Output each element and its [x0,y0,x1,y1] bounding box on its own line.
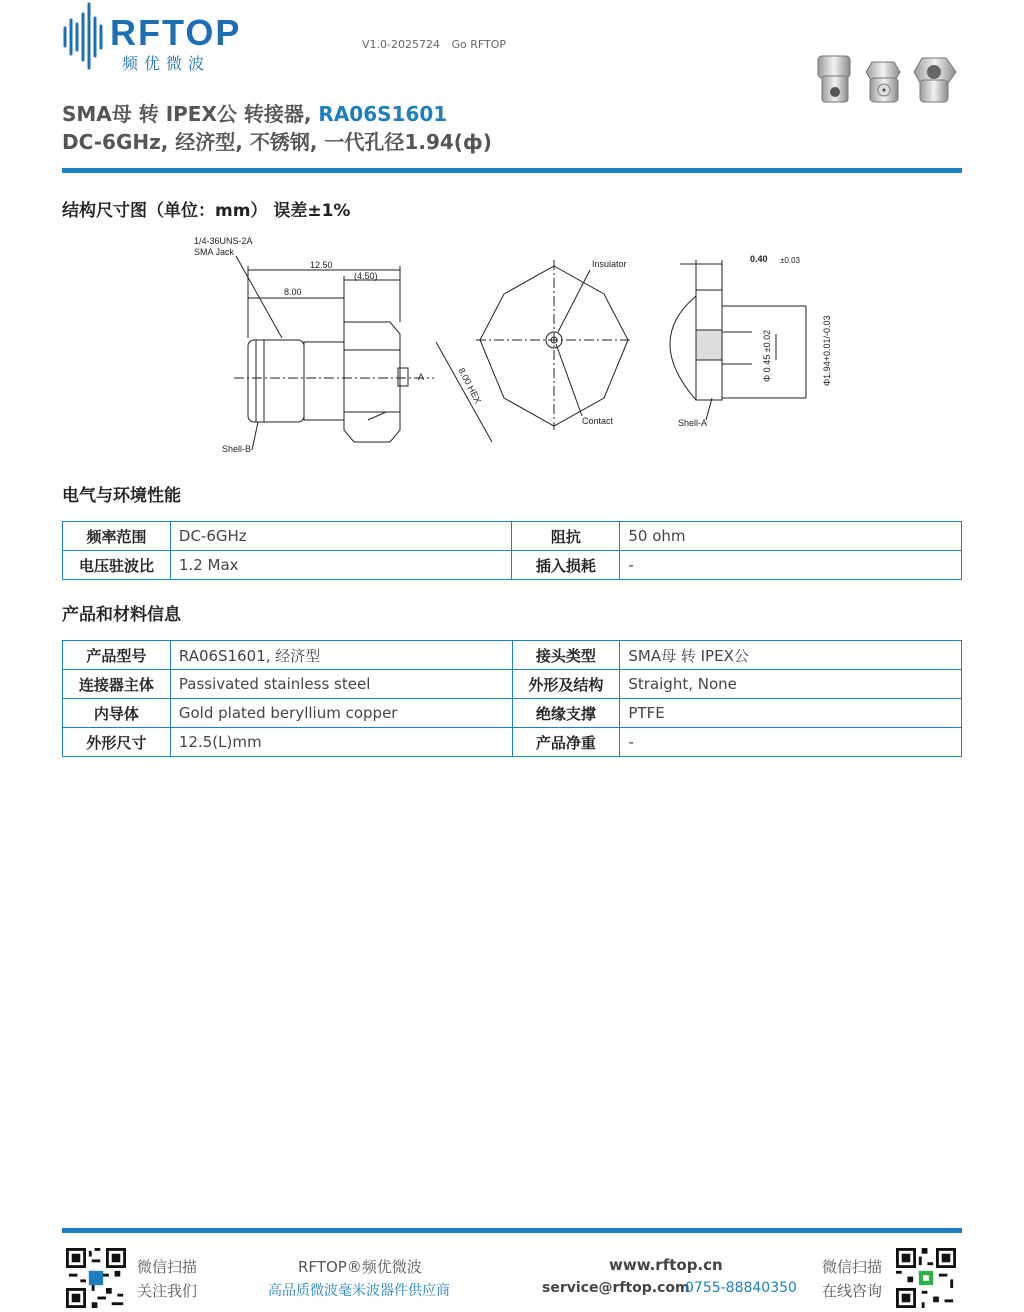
table-value: - [620,728,962,757]
footer-brand: RFTOP®频优微波 [298,1258,422,1276]
table-key: 外形尺寸 [63,728,171,757]
header-divider [62,168,962,173]
shell-b-label: Shell-B [222,444,252,454]
table-key: 电压驻波比 [63,551,171,580]
section-product-title: 产品和材料信息 [62,605,181,625]
table-value: DC-6GHz [170,522,512,551]
table-key: 产品净重 [512,728,620,757]
table-row [63,699,962,728]
section-dimension-title: 结构尺寸图（单位：mm） 误差±1% [62,201,351,221]
logo-brand-cn: 频优微波 [122,54,211,73]
model-number: RA06S1601 [318,102,448,126]
table-value: - [620,551,962,580]
table-value: 1.2 Max [170,551,512,580]
dim-body: 8.00 [284,287,302,297]
table-key: 连接器主体 [63,670,171,699]
footer-phone: 0755-88840350 [685,1280,797,1296]
footer-email-link[interactable]: service@rftop.com [542,1280,690,1296]
footer-scan-line1: 微信扫描 [822,1258,883,1276]
company-name: Go RFTOP [451,38,507,51]
product-photos [810,50,960,112]
footer-divider [62,1228,962,1233]
product-subtitle: DC-6GHz, 经济型, 不锈钢, 一代孔径1.94(ф) [62,130,492,154]
ref-a: A [418,372,425,382]
table-value: Passivated stainless steel [170,670,512,699]
electrical-table [62,521,962,580]
table-value: Gold plated beryllium copper [170,699,512,728]
table-value: Straight, None [620,670,962,699]
footer-wechat-line2: 关注我们 [137,1282,198,1300]
front-view [436,259,632,442]
table-row [63,728,962,757]
shell-a-label: Shell-A [678,418,708,428]
outer-diameter: Φ1.94+0.01/-0.03 [822,315,832,386]
flange-tolerance: ±0.03 [780,256,800,265]
table-key: 产品型号 [63,641,171,670]
rftop-logo [62,0,272,72]
footer-website-link[interactable]: www.rftop.cn [609,1256,723,1274]
version-info [362,38,506,51]
table-row [63,670,962,699]
table-value: RA06S1601, 经济型 [170,641,512,670]
table-key: 阻抗 [512,522,620,551]
detail-view [670,254,832,428]
footer [0,1240,1024,1312]
dim-hex-len: (4.50) [354,271,378,281]
section-electrical-title: 电气与环境性能 [62,486,181,506]
pin-diameter: Φ 0.45 ±0.02 [762,329,772,382]
product-table [62,640,962,757]
dimension-drawing [186,230,836,462]
table-key: 内导体 [63,699,171,728]
connector-photo-3 [914,58,956,102]
qr-code-icon[interactable] [66,1248,126,1308]
dim-total: 12.50 [310,260,333,270]
hex-label: 8.00 HEX [456,366,484,405]
version-number: V1.0-2025724 [362,38,440,51]
table-key: 频率范围 [63,522,171,551]
table-key: 接头类型 [512,641,620,670]
connector-photo-2 [866,62,900,102]
side-view [194,236,434,454]
connector-photo-1 [818,56,850,102]
table-row [63,641,962,670]
product-title [62,98,447,127]
thread-label-2: SMA Jack [194,247,235,257]
logo-brand: RFTOP [110,12,242,53]
table-value: 50 ohm [620,522,962,551]
table-key: 外形及结构 [512,670,620,699]
table-value: SMA母 转 IPEX公 [620,641,962,670]
footer-scan-line2: 在线咨询 [822,1282,883,1300]
table-row [63,522,962,551]
title-prefix: SMA母 转 IPEX公 转接器, [62,102,319,126]
flange-thickness: 0.40 [750,254,768,264]
insulator-label: Insulator [592,259,627,269]
footer-wechat-line1: 微信扫描 [137,1258,198,1276]
contact-label: Contact [582,416,614,426]
thread-label-1: 1/4-36UNS-2A [194,236,253,246]
table-key: 插入损耗 [512,551,620,580]
table-value: 12.5(L)mm [170,728,512,757]
qr-code-icon[interactable] [896,1248,956,1308]
table-key: 绝缘支撑 [512,699,620,728]
table-value: PTFE [620,699,962,728]
signal-bars-icon [62,0,110,72]
footer-slogan: 高品质微波毫米波器件供应商 [268,1283,450,1299]
table-row [63,551,962,580]
